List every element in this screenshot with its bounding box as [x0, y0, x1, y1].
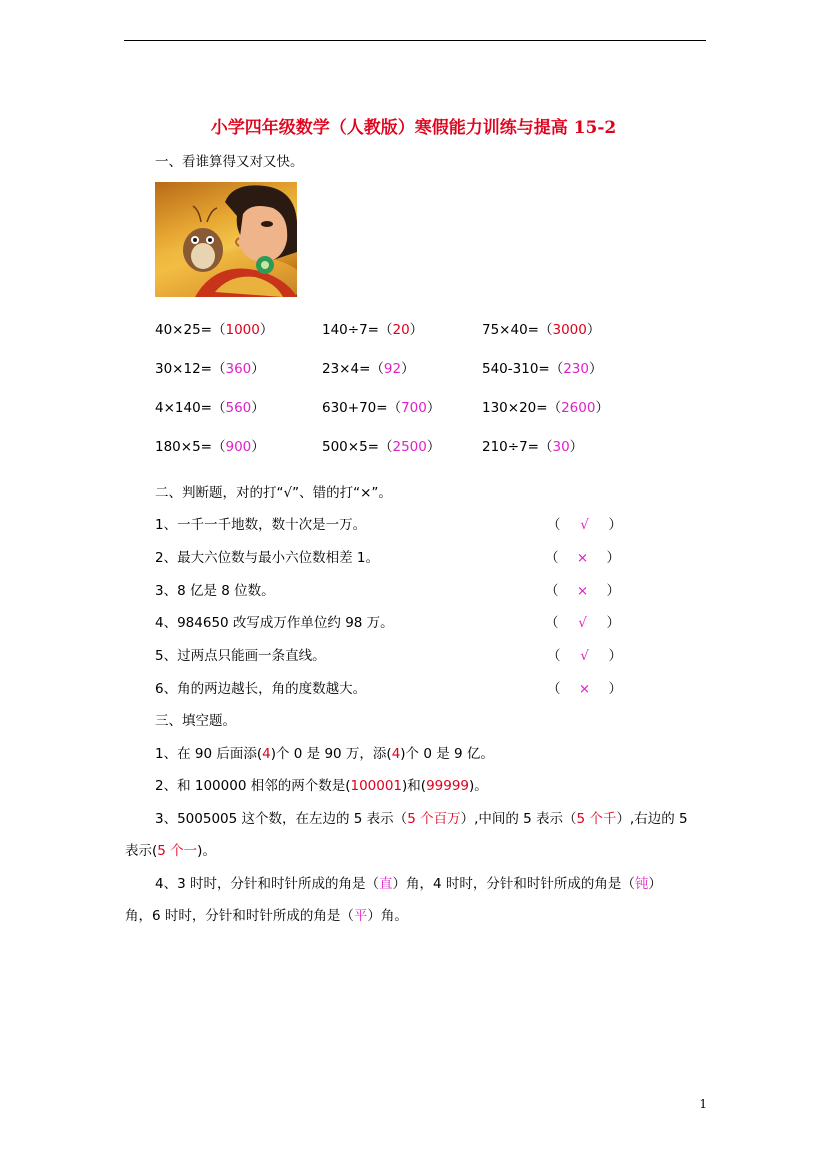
calc-answer: 3000: [552, 322, 587, 338]
fill-answer: 钝: [634, 876, 649, 892]
fill-question-4-cont: 角，6 时时，分针和时针所成的角是（平）角。: [125, 908, 408, 924]
judge-item-text: 3、8 亿是 8 位数。: [155, 583, 275, 599]
calc-item: 4×140=（560）: [155, 400, 265, 416]
judge-mark: ×: [576, 583, 589, 599]
fill-answer: 平: [353, 908, 368, 924]
fill-question-3-cont: 表示(5 个一)。: [125, 843, 216, 859]
fill-answer: 5 个百万: [407, 811, 461, 827]
judge-item-text: 6、角的两边越长，角的度数越大。: [155, 681, 367, 697]
cartoon-illustration: [155, 182, 297, 297]
calc-answer: 20: [392, 322, 410, 338]
judge-mark: √: [578, 615, 587, 631]
fill-answer: 直: [378, 876, 393, 892]
calc-item: 630+70=（700）: [322, 400, 441, 416]
cartoon-boy-and-hamster-image: [155, 182, 297, 297]
judge-mark: √: [580, 648, 589, 664]
judge-item-text: 5、过两点只能画一条直线。: [155, 648, 326, 664]
judge-answer-box: （ √ ）: [547, 648, 622, 664]
calc-item: 140÷7=（20）: [322, 322, 424, 338]
fill-answer: 4: [391, 746, 401, 762]
fill-answer: 4: [262, 746, 271, 762]
judge-answer-box: （ × ）: [547, 681, 622, 697]
fill-question-1: 1、在 90 后面添(4)个 0 是 90 万，添(4)个 0 是 9 亿。: [155, 746, 494, 762]
calc-item: 130×20=（2600）: [482, 400, 609, 416]
judge-item-text: 1、一千一千地数，数十次是一万。: [155, 517, 367, 533]
fill-question-4: 4、3 时时，分针和时针所成的角是（直）角，4 时时，分针和时针所成的角是（钝）: [155, 876, 662, 892]
fill-answer: 5 个一: [157, 843, 198, 859]
calc-item: 540-310=（230）: [482, 361, 603, 377]
judge-item-text: 2、最大六位数与最小六位数相差 1。: [155, 550, 379, 566]
fill-question-2: 2、和 100000 相邻的两个数是(100001)和(99999)。: [155, 778, 488, 794]
fill-answer: 5 个千: [576, 811, 617, 827]
header-rule: [124, 40, 706, 41]
section2-heading: 二、判断题，对的打“√”、错的打“×”。: [155, 485, 392, 501]
fill-question-3: 3、5005005 这个数，在左边的 5 表示（5 个百万）,中间的 5 表示（5 个千）,右边的 5: [155, 811, 688, 827]
calc-item: 180×5=（900）: [155, 439, 265, 455]
section3-heading: 三、填空题。: [155, 713, 236, 729]
calc-item: 500×5=（2500）: [322, 439, 441, 455]
judge-answer-box: （ × ）: [545, 550, 620, 566]
calc-answer: 900: [225, 439, 252, 455]
calc-item: 40×25=（1000）: [155, 322, 274, 338]
calc-item: 75×40=（3000）: [482, 322, 601, 338]
fill-answer: 100001: [350, 778, 403, 794]
judge-answer-box: （ √ ）: [547, 517, 622, 533]
calc-item: 210÷7=（30）: [482, 439, 584, 455]
calc-answer: 1000: [225, 322, 260, 338]
judge-mark: ×: [576, 550, 589, 566]
calc-item: 23×4=（92）: [322, 361, 415, 377]
page-title: 小学四年级数学（人教版）寒假能力训练与提高 15-2: [210, 118, 617, 138]
page-number: 1: [699, 1097, 707, 1111]
calc-answer: 2500: [392, 439, 427, 455]
calc-answer: 2600: [561, 400, 596, 416]
calc-answer: 360: [225, 361, 252, 377]
judge-answer-box: （ √ ）: [545, 615, 620, 631]
judge-mark: ×: [578, 681, 591, 697]
judge-mark: √: [580, 517, 589, 533]
judge-item-text: 4、984650 改写成万作单位约 98 万。: [155, 615, 394, 631]
calc-answer: 30: [552, 439, 570, 455]
calc-answer: 700: [401, 400, 427, 416]
calc-answer: 230: [563, 361, 589, 377]
fill-answer: 99999: [426, 778, 470, 794]
judge-answer-box: （ × ）: [545, 583, 620, 599]
section1-heading: 一、看谁算得又对又快。: [155, 154, 304, 170]
calc-item: 30×12=（360）: [155, 361, 265, 377]
calc-answer: 92: [383, 361, 402, 377]
calc-answer: 560: [225, 400, 252, 416]
